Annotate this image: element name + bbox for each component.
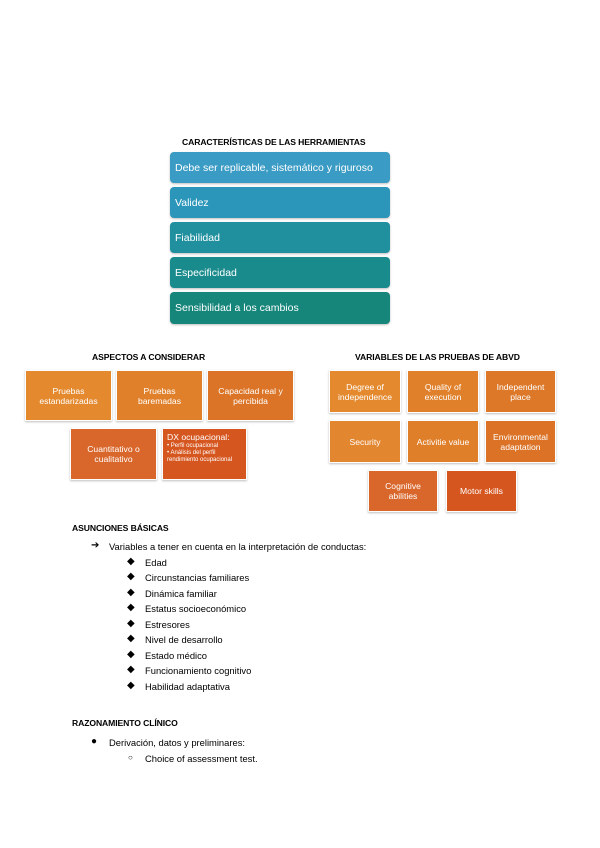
dx-ocupacional-item: • Perfil ocupacional [167,443,242,450]
asuncion-item: Dinámica familiar [145,588,217,599]
asunciones-heading: ASUNCIONES BÁSICAS [72,523,169,533]
asuncion-item: Estresores [145,619,190,630]
diamond-bullet-icon: ◆ [127,602,135,613]
variable-box: Security [329,420,401,463]
caracteristica-item: Validez [170,187,390,218]
diamond-bullet-icon: ◆ [127,649,135,660]
variables-heading: VARIABLES DE LAS PRUEBAS DE ABVD [355,352,520,362]
asuncion-item: Estatus socioeconómico [145,603,247,614]
variable-box: Motor skills [446,470,517,512]
diamond-bullet-icon: ◆ [127,618,135,629]
asuncion-item: Nivel de desarrollo [145,634,223,645]
diamond-bullet-icon: ◆ [127,633,135,644]
diamond-bullet-icon: ◆ [127,664,135,675]
dx-ocupacional-list [167,443,242,463]
razonamiento-item: Derivación, datos y preliminares: [109,737,245,748]
aspecto-box: Pruebas baremadas [116,370,203,421]
diamond-bullet-icon: ◆ [127,556,135,567]
caracteristicas-heading: CARACTERÍSTICAS DE LAS HERRAMIENTAS [182,137,366,147]
asuncion-item: Habilidad adaptativa [145,681,230,692]
circle-bullet-icon: ○ [128,753,133,762]
dx-ocupacional-box [162,428,247,480]
round-bullet-icon: ● [91,736,98,747]
variable-box: Cognitive abilities [368,470,438,512]
asuncion-item: Edad [145,557,167,568]
diamond-bullet-icon: ◆ [127,680,135,691]
diamond-bullet-icon: ◆ [127,587,135,598]
caracteristicas-list [170,152,390,324]
variable-box: Independent place [485,370,556,413]
aspectos-heading: ASPECTOS A CONSIDERAR [92,352,206,362]
asuncion-item: Funcionamiento cognitivo [145,665,252,676]
caracteristica-item: Sensibilidad a los cambios [170,292,390,324]
dx-ocupacional-title: DX ocupacional: [167,432,230,442]
dx-ocupacional-item: • Análisis del perfil rendimiento ocupacional [167,450,242,464]
aspecto-box: Pruebas estandarizadas [25,370,112,421]
razonamiento-heading: RAZONAMIENTO CLÍNICO [72,718,178,728]
variable-box: Quality of execution [407,370,479,413]
razonamiento-subitem: Choice of assessment test. [145,753,258,764]
diamond-bullet-icon: ◆ [127,571,135,582]
caracteristica-item: Especificidad [170,257,390,288]
aspecto-box: Cuantitativo o cualitativo [70,428,157,480]
asuncion-item: Estado médico [145,650,208,661]
arrow-right-icon: ➔ [91,540,100,551]
asuncion-item: Circunstancias familiares [145,572,250,583]
variable-box: Activitie value [407,420,479,463]
variable-box: Environmental adaptation [485,420,556,463]
variable-box: Degree of independence [329,370,401,413]
asunciones-intro: Variables a tener en cuenta en la interpretación de conductas: [109,541,367,552]
aspecto-box: Capacidad real y percibida [207,370,294,421]
caracteristica-item: Fiabilidad [170,222,390,253]
caracteristica-item: Debe ser replicable, sistemático y riguroso [170,152,390,183]
